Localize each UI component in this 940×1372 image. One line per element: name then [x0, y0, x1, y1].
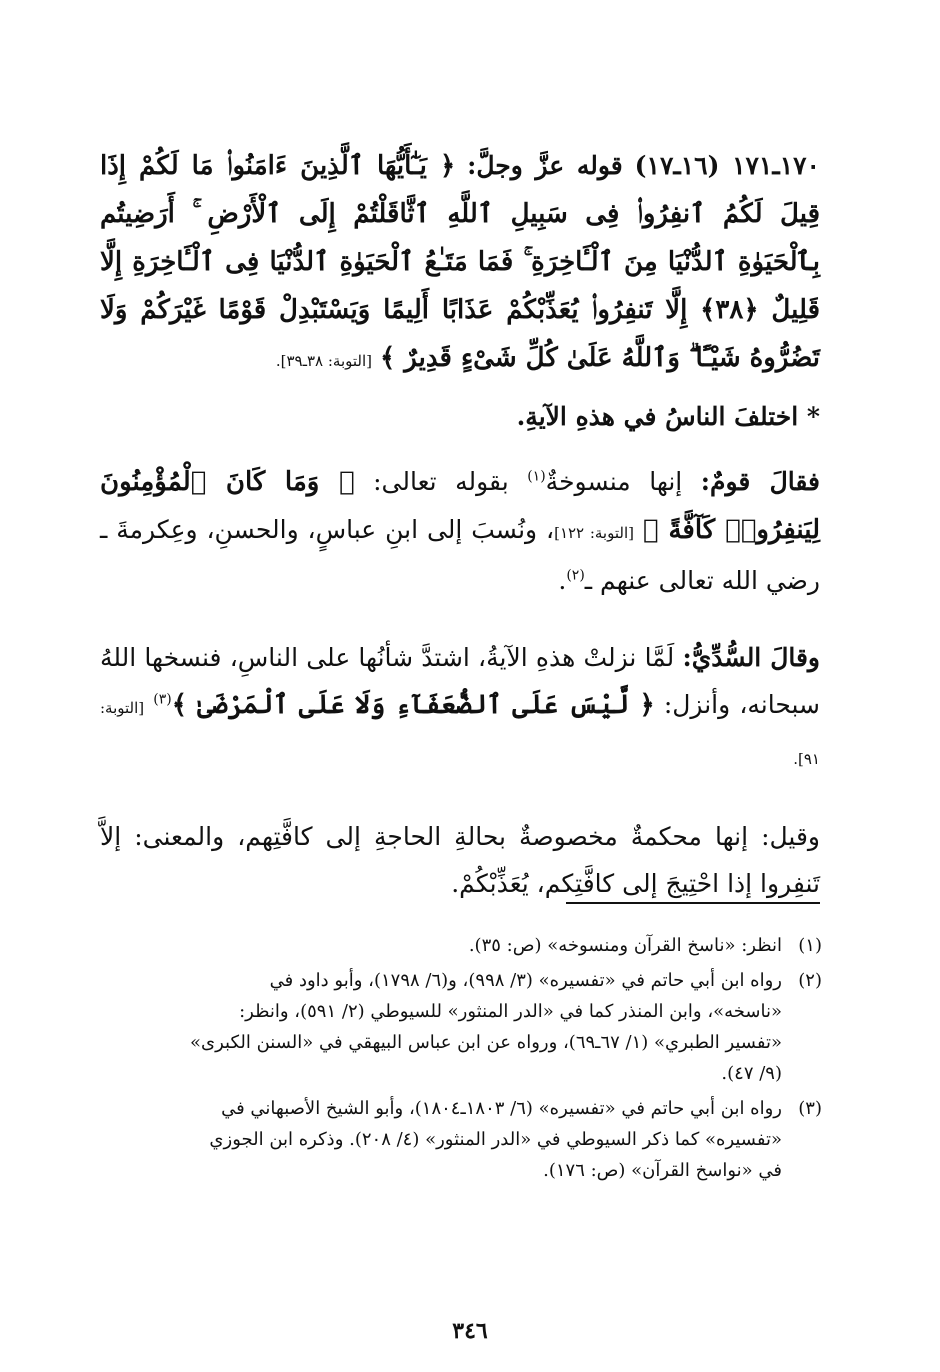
footnote-line: رواه ابن أبي حاتم في «تفسيره» (٦/ ١٨٠٣ـ١٨٠٤)، وأبو الشيخ الأصبهاني في [221, 1098, 782, 1119]
opinion-text: إنها منسوخةٌ [545, 467, 683, 496]
opinion-lead: فقالَ قومٌ: [700, 467, 821, 496]
quran-verse: ﴿ لَّيْسَ عَلَى ٱلضُّعَفَآءِ وَلَا عَلَى ٱلْمَرْضَىٰ ﴾ [171, 690, 655, 720]
footnote-line: رواه ابن أبي حاتم في «تفسيره» (٣/ ٩٩٨)، و(٦/ ١٧٩٨)، وأبو داود في [269, 970, 782, 991]
verse-reference: [التوبة: ٩١]. [100, 699, 820, 768]
opinion-text: ، ونُسبَ إلى ابنِ عباسٍ، والحسنِ، وعِكرمةَ ـ رضي الله تعالى عنهم ـ [100, 515, 820, 595]
section-heading: * اختلفَ الناسُ في هذهِ الآيةِ. [516, 402, 820, 431]
main-text [100, 142, 820, 907]
verse-reference: [التوبة: ٣٨ـ٣٩]. [275, 352, 372, 370]
footnote [110, 1093, 822, 1186]
section-number: ١٧٠ـ١٧١ (١٦ـ١٧) [634, 151, 820, 180]
footnote-number: (١) [798, 935, 822, 956]
footnote-line: «ناسخه»، وابن المنذر كما في «الدر المنثور» للسيوطي (٢/ ٥٩١)، وانظر: [239, 1001, 782, 1022]
page-number: ٣٤٦ [452, 1318, 488, 1344]
opinion-text: تَنفِروا إذا احْتِيجَ إلى كافَّتِكم، يُعَذِّبْكُمْ. [451, 869, 820, 898]
footnote-text [110, 965, 782, 1089]
footnote-marker-3: (٣) [153, 691, 172, 708]
footnote [110, 965, 822, 1089]
footnote-number: (٢) [798, 970, 822, 991]
opinion-lead: وقالَ السُّدِّيُّ: [682, 643, 821, 672]
quran-verse: ﴿ وَمَا كَانَ ٱلْمُؤْمِنُونَ لِيَنفِرُوا۟ كَآفَّةً ﴾ [100, 467, 821, 545]
punctuation: . [558, 566, 567, 595]
opinion-abrogation-paragraph [100, 458, 820, 604]
verse-reference: [التوبة: ١٢٢] [554, 524, 634, 542]
footnotes [110, 930, 822, 1190]
footnote-line: «تفسير الطبري» (١/ ٦٧ـ٦٩)، ورواه عن ابن عباس البيهقي في «السنن الكبرى» [189, 1032, 782, 1053]
footnote-marker-1: (١) [527, 468, 546, 485]
verse-intro: قوله عزَّ وجلَّ: [467, 151, 623, 180]
footnote-line: انظر: «ناسخ القرآن ومنسوخه» (ص: ٣٥). [468, 935, 782, 956]
footnote-line: (٩/ ٤٧). [721, 1063, 782, 1084]
footnote-marker-2: (٢) [566, 567, 585, 584]
footnote-text [110, 1093, 782, 1186]
footnote-number: (٣) [798, 1098, 822, 1119]
verse-paragraph [100, 142, 820, 385]
opinion-text: لَمَّا نزلتْ هذهِ الآيةُ، اشتدَّ شأنُها على الناسِ، فنسخها اللهُ سبحانه، وأنزل: [100, 643, 821, 719]
footnote-text [110, 930, 782, 961]
footnote-line: في «نواسخ القرآن» (ص: ١٧٦). [543, 1160, 782, 1181]
opinion-text: بقوله تعالى: [373, 467, 509, 496]
opinion-muhkam-paragraph [100, 813, 820, 907]
footnote-line: «تفسيره» كما ذكر السيوطي في «الدر المنثور» (٤/ ٢٠٨). وذكره ابن الجوزي [209, 1129, 782, 1150]
footnote-separator [566, 902, 820, 904]
footnote [110, 930, 822, 961]
opinion-suddi-paragraph [100, 634, 820, 783]
opinion-text: وقيل: إنها محكمةٌ مخصوصةٌ بحالةِ الحاجةِ إلى كافَّتِهم، والمعنى: إلاَّ [100, 822, 820, 851]
quran-verse: ﴿ يَـٰٓأَيُّهَا ٱلَّذِينَ ءَامَنُوا۟ مَا لَكُمْ إِذَا قِيلَ لَكُمُ ٱنفِرُوا۟ فِى سَبِيلِ ٱللَّهِ ٱثَّاقَلْتُمْ إِلَى ٱلْأَرْضِ ۚ أَرَضِيتُم بِٱلْحَيَوٰةِ ٱلدُّنْيَا مِنَ ٱلْـَٔاخِرَةِ ۚ فَمَا مَتَـٰعُ ٱلْحَيَوٰةِ ٱلدُّنْيَا فِى ٱلْـَٔاخِرَةِ إِلَّا قَلِيلٌ ﴿٣٨﴾ إِلَّا تَنفِرُوا۟ يُعَذِّبْكُمْ عَذَابًا أَلِيمًا وَيَسْتَبْدِلْ قَوْمًا غَيْرَكُمْ وَلَا تَضُرُّوهُ شَيْـًٔا ۗ وَٱللَّهُ عَلَىٰ كُلِّ شَىْءٍ قَدِيرٌ ﴾ [100, 151, 820, 373]
